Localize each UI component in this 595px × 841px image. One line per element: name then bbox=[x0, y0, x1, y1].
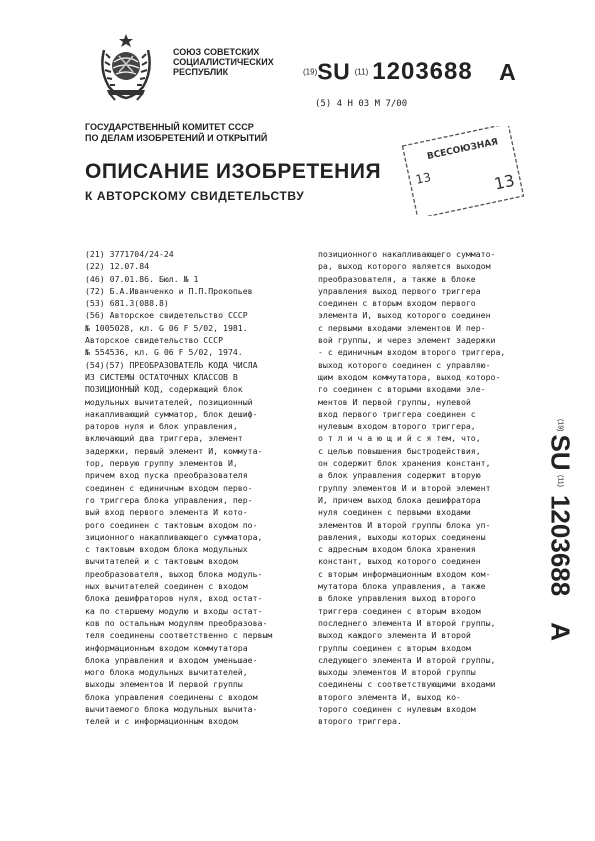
text-line: блока управления соединены с входом bbox=[85, 691, 258, 702]
text-line: второго элемента И, выход ко- bbox=[318, 691, 461, 702]
text-line: с адресным входом блока хранения bbox=[318, 544, 476, 555]
text-line: ментов И первой группы, нулевой bbox=[318, 396, 471, 407]
text-line: вый вход первого элемента И кото- bbox=[85, 507, 248, 518]
text-line: (53) 681.3(088.8) bbox=[85, 298, 169, 309]
text-line: соединены с соответствующими входами bbox=[318, 679, 496, 690]
text-line: включающий два триггера, элемент bbox=[85, 433, 243, 444]
right-column bbox=[318, 248, 553, 728]
text-line: в блоке управления выход второго bbox=[318, 593, 476, 604]
text-line: выходы элементов И первой группы bbox=[85, 679, 243, 690]
side-publication-number bbox=[545, 419, 576, 641]
text-line: позиционного накапливающего суммато- bbox=[318, 249, 496, 259]
text-line: раторов нуля и блок управления, bbox=[85, 421, 238, 432]
country-code: SU bbox=[317, 58, 351, 85]
text-line: соединен с единичным входом перво- bbox=[85, 482, 253, 493]
committee-line: ПО ДЕЛАМ ИЗОБРЕТЕНИЙ И ОТКРЫТИЙ bbox=[85, 133, 268, 143]
text-line: (21) 3771704/24-24 bbox=[85, 249, 174, 259]
committee-name bbox=[85, 122, 267, 144]
text-line: ных вычитателей соединен с входом bbox=[85, 581, 248, 592]
text-line: теля соединены соответственно с первым bbox=[85, 630, 273, 641]
state-emblem-icon bbox=[97, 32, 155, 102]
text-line: преобразователя, выход блока модуль- bbox=[85, 568, 263, 579]
text-line: элементов И второй группы блока уп- bbox=[318, 519, 491, 530]
text-line: торого соединен с нулевым входом bbox=[318, 703, 476, 714]
text-line: вход первого триггера соединен с bbox=[318, 408, 476, 419]
patent-number: 1203688 bbox=[372, 58, 473, 85]
text-line: (56) Авторское свидетельство СССР bbox=[85, 310, 248, 321]
text-line: блока дешифраторов нуля, вход остат- bbox=[85, 593, 263, 604]
text-line: телей и с информационным входом bbox=[85, 716, 238, 727]
text-line: последнего элемента И второй группы, bbox=[318, 617, 496, 628]
text-line: управления выход первого триггера bbox=[318, 285, 481, 296]
text-line: задержки, первый элемент И, коммута- bbox=[85, 445, 263, 456]
union-line: СОЦИАЛИСТИЧЕСКИХ bbox=[173, 57, 274, 67]
inid-code-19: (19) bbox=[303, 67, 318, 77]
text-line: вой группы, и через элемент задержки bbox=[318, 335, 496, 346]
text-line: блока управления и входом уменьшае- bbox=[85, 654, 258, 665]
text-line: информационным входом коммутатора bbox=[85, 642, 248, 653]
ipc-classification: (5) 4 H 03 M 7/00 bbox=[315, 99, 408, 109]
text-line: группу элементов И и второй элемент bbox=[318, 482, 491, 493]
text-line: выходы элементов И второй группы bbox=[318, 667, 476, 678]
text-line: модульных вычитателей, позиционный bbox=[85, 396, 253, 407]
text-line: выход каждого элемента И второй bbox=[318, 630, 471, 641]
text-line: с первыми входами элементов И пер- bbox=[318, 322, 486, 333]
text-line: ИЗ СИСТЕМЫ ОСТАТОЧНЫХ КЛАССОВ В bbox=[85, 371, 238, 382]
text-line: соединен с вторым входом первого bbox=[318, 298, 476, 309]
text-line: следующего элемента И второй группы, bbox=[318, 654, 496, 665]
text-line: ра, выход которого является выходом bbox=[318, 261, 491, 272]
document-title: ОПИСАНИЕ ИЗОБРЕТЕНИЯ bbox=[85, 160, 382, 183]
text-line: И, причем выход блока дешифратора bbox=[318, 494, 481, 505]
text-line: зиционного накапливающего сумматора, bbox=[85, 531, 263, 542]
text-line: рого соединен с тактовым входом по- bbox=[85, 519, 258, 530]
text-line: триггера соединен с вторым входом bbox=[318, 605, 481, 616]
text-line: он содержит блок хранения констант, bbox=[318, 458, 491, 469]
text-line: равления, выходы которых соединены bbox=[318, 531, 486, 542]
text-line: го триггера блока управления, пер- bbox=[85, 494, 253, 505]
library-stamp bbox=[401, 126, 526, 216]
text-line: вычитателей и с тактовым входом bbox=[85, 556, 238, 567]
text-line: констант, выход которого соединен bbox=[318, 556, 481, 567]
text-line: (22) 12.07.84 bbox=[85, 261, 150, 272]
text-line: мутатора блока управления, а также bbox=[318, 581, 486, 592]
text-line: ПОЗИЦИОННЫЙ КОД, содержащий блок bbox=[85, 384, 243, 395]
side-country-code: SU bbox=[545, 434, 576, 471]
text-line: - с единичным входом второго триггера, bbox=[318, 347, 506, 358]
text-line: а блок управления содержит вторую bbox=[318, 470, 481, 481]
text-line: причем вход пуска преобразователя bbox=[85, 470, 248, 481]
text-line: щим входом коммутатора, выход которо- bbox=[318, 371, 501, 382]
text-line: выход которого соединен с управляю- bbox=[318, 359, 491, 370]
text-line: группы соединен с вторым входом bbox=[318, 642, 471, 653]
text-line: с вторым информационным входом ком- bbox=[318, 568, 491, 579]
publication-number bbox=[303, 58, 516, 86]
text-line: второго триггера. bbox=[318, 716, 402, 727]
left-column bbox=[85, 248, 320, 728]
side-patent-number: 1203688 bbox=[545, 494, 576, 597]
side-kind-code: A bbox=[545, 622, 576, 641]
text-line: ка по старшему модулю и входы остат- bbox=[85, 605, 263, 616]
union-line: СОЮЗ СОВЕТСКИХ bbox=[173, 47, 260, 57]
inid-code-11: (11) bbox=[354, 67, 369, 77]
text-line: (46) 07.01.86. Бюл. № 1 bbox=[85, 273, 199, 284]
document-subtitle: К АВТОРСКОМУ СВИДЕТЕЛЬСТВУ bbox=[85, 189, 305, 203]
text-line: нуля соединен с первыми входами bbox=[318, 507, 471, 518]
text-line: тор, первую группу элементов И, bbox=[85, 458, 238, 469]
stamp-number: 13 bbox=[492, 170, 517, 194]
committee-line: ГОСУДАРСТВЕННЫЙ КОМИТЕТ СССР bbox=[85, 122, 254, 132]
union-name bbox=[173, 47, 274, 77]
text-line: накапливающий сумматор, блок дешиф- bbox=[85, 408, 258, 419]
text-line: ков по остальным модулям преобразова- bbox=[85, 617, 268, 628]
text-line: преобразователя, а также в блоке bbox=[318, 273, 476, 284]
side-inid-code-11: (11) bbox=[556, 475, 564, 487]
text-line: элемента И, выход которого соединен bbox=[318, 310, 491, 321]
text-line: вычитаемого блока модульных вычита- bbox=[85, 703, 258, 714]
text-line: с тактовым входом блока модульных bbox=[85, 544, 248, 555]
stamp-number: 13 bbox=[414, 169, 433, 187]
union-line: РЕСПУБЛИК bbox=[173, 67, 229, 77]
text-line: Авторское свидетельство СССР bbox=[85, 335, 224, 346]
text-line: го соединен с вторыми входами эле- bbox=[318, 384, 486, 395]
text-line: о т л и ч а ю щ и й с я тем, что, bbox=[318, 433, 481, 444]
text-line: с целью повышения быстродействия, bbox=[318, 445, 481, 456]
text-line: нулевым входом второго триггера, bbox=[318, 421, 476, 432]
side-inid-code-19: (19) bbox=[556, 419, 564, 432]
text-line: (72) Б.А.Иванченко и П.П.Прокопьев bbox=[85, 285, 253, 296]
kind-code: A bbox=[499, 58, 516, 85]
text-line: мого блока модульных вычитателей, bbox=[85, 667, 248, 678]
text-line: (54)(57) ПРЕОБРАЗОВАТЕЛЬ КОДА ЧИСЛА bbox=[85, 359, 258, 370]
text-line: № 554536, кл. G 06 F 5/02, 1974. bbox=[85, 347, 243, 358]
text-line: № 1005028, кл. G 06 F 5/02, 1981. bbox=[85, 322, 248, 333]
stamp-text: ВСЕСОЮЗНАЯ bbox=[426, 137, 500, 163]
